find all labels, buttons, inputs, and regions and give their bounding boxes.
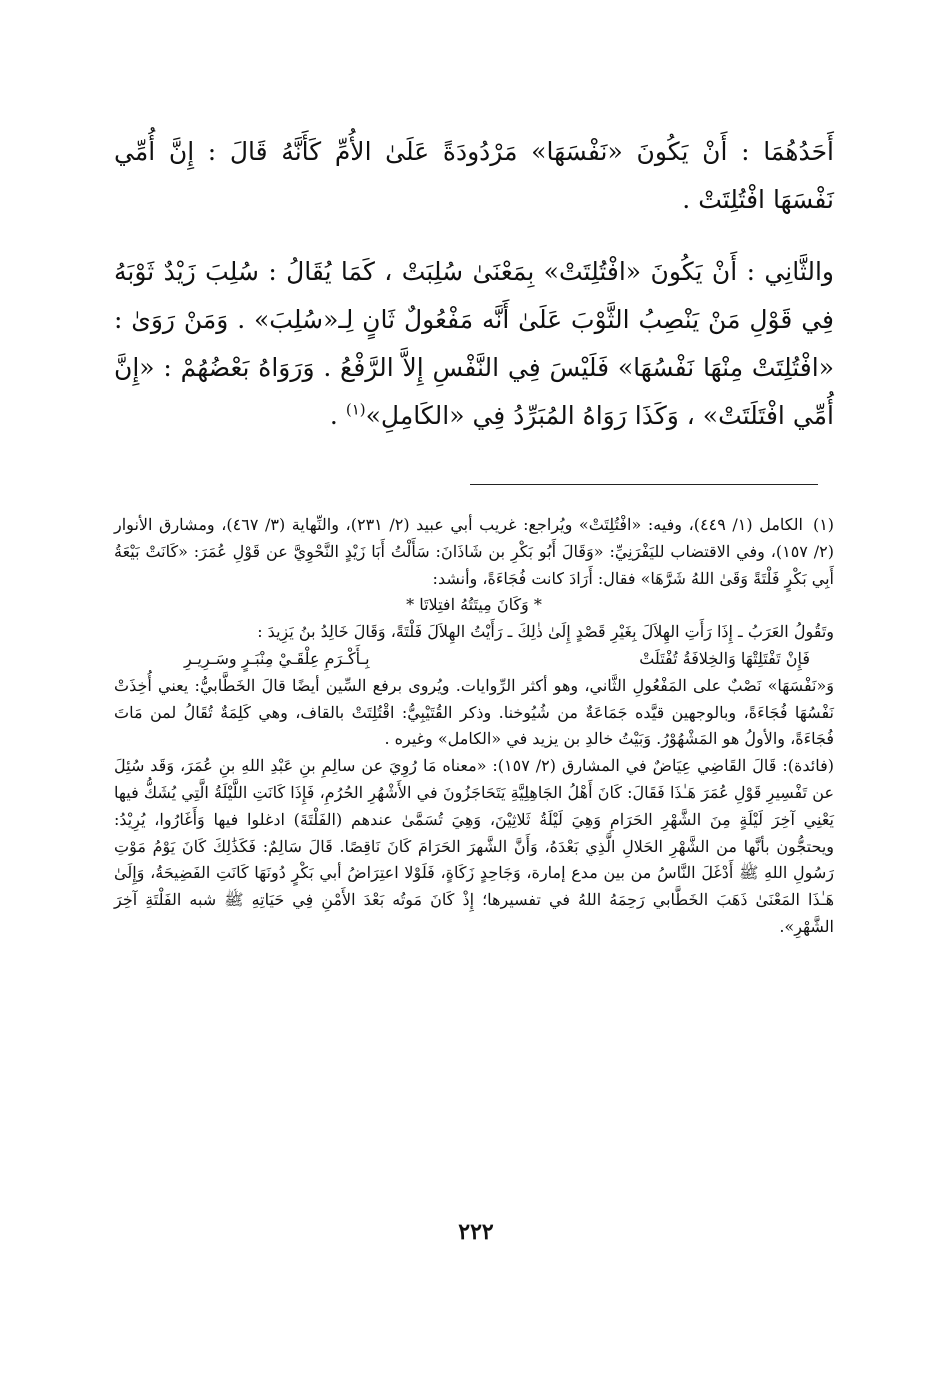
- footnote-commentary: وَ«نَفْسَهَا» نَصْبٌ على المَفْعُولِ الثَّاني، وهو أكثر الرِّوايات. ويُروى برفع السِّين أيضًا قالَ الخَطَّابيُّ: يعني أُخِذَتْ نَفْسُهَا فُجَاءَةً، وبالوجهين قيَّده جَمَاعَةٌ من شُيُوخنا. وذكر القُتَيْبِيُّ: اقْتُلِتَتْ بالقاف، وهي كَلِمَةٌ تُقَالُ لمن مَاتَ فُجَاءَةً، والأولُ هو المَشْهُوْرُ. وَبَيْتُ خالدِ بن يزيد في «الكامل» وغيره .: [114, 675, 835, 749]
- footnote-separator: [470, 484, 818, 485]
- verse-hemistich-2: بِـأَكْـرَمِ عِلْقَـيْ مِنْبَـرٍ وسَـرِيـرِ: [184, 648, 370, 668]
- poetry-verse: [114, 646, 834, 673]
- verse-hemistich-1: فَإِنْ تَفْتَلِتْهَا وَالخِلافَةُ تُفْتَلَتْ: [639, 648, 810, 668]
- footnote-reference[interactable]: (١): [345, 400, 366, 419]
- footnote-faida: (فائدة): قَالَ القَاضِي عِيَاضٌ في المشارق (٢/ ١٥٧): «معناه مَا رُوِيَ عن سالِمِ بنِ عَبْدِ اللهِ بنِ عُمَرَ، وَقَد سُئِلَ عن تَفْسِيرِ قَوْلِ عُمَرَ هَـٰذَا فَقَالَ: كَانَ أَهْلُ الجَاهِلِيَّةِ يَتَحَاجَزُونَ في الأَشْهُرِ الحُرُمِ، فَإِذَا كَانَتِ اللَّيْلَةُ الَّتِي يُشَكُّ فيها يَعْنِي آخِرَ لَيْلَةٍ مِنَ الشَّهْرِ الحَرَامِ وَهِيَ لَيْلَةُ ثَلاثِيْنَ، وَهِيَ تُسَمَّىٰ عندهم (الفَلْتَةَ) ادغلوا فيها وَأَغَارُوا، يُرِيْدُ: ويحتجُّون بأنَّها من الشَّهْرِ الحَلالِ الَّذِي بَعْدَهُ، وَأَنَّ الشَّهرَ الحَرَامَ كَانَ نَاقِصًا. قَالَ سَالِمٌ: فَكَذَٰلِكَ كَانَ يَوْمُ مَوْتِ رَسُولِ اللهِ ﷺ أَدْغَلَ النَّاسُ من بين مدع إمارة، وَجَاحِدٍ زَكَاةٍ، فَلَوْلا اعتِرَاضُ أبي بَكْرٍ دُونَهَا كَانَتِ الفَضِيحَةُ، وَإِلَىٰ هَـٰذَا المَعْنَىٰ ذَهَبَ الخَطَّابي رَحِمَهُ اللهُ في تفسيرها؛ إِذْ كَانَ مَوتُه بَعْدَ الأَمْنِ فِي حَيَاتِهِ ﷺ شبه الفَلْتَةِ آخِرَ الشَّهْرِ».: [114, 756, 835, 936]
- main-paragraph-1: أَحَدُهُمَا : أَنْ يَكُونَ «نَفْسَهَا» مَرْدُودَةً عَلَىٰ الأُمِّ كَأَنَّهُ قَالَ : إِنَّ أُمِّي نَفْسَهَا افْتُلِتَتْ .: [114, 137, 834, 214]
- footnote-number: (١): [812, 515, 835, 534]
- main-paragraph-2: والثَّانِي : أَنْ يَكُونَ «افْتُلِتَتْ» بِمَعْنَىٰ سُلِبَتْ ، كَمَا يُقَالُ : سُلِبَ زَيْدٌ ثَوْبَهُ فِي قَوْلِ مَنْ يَنْصِبُ الثَّوْبَ عَلَىٰ أَنَّه مَفْعُولٌ ثَانٍ لِـ«سُلِبَ» . وَمَنْ رَوَىٰ : «افْتُلِتَتْ مِنْهَا نَفْسُهَا» فَلَيْسَ فِي النَّفْسِ إِلاَّ الرَّفْعُ . وَرَوَاهُ بَعْضُهُمْ : «إِنَّ أُمِّي افْتَلَتَتْ» ، وَكَذَا رَوَاهُ المُبَرِّدُ فِي «الكَامِلِ»$^{(١)}$ .: [114, 257, 834, 430]
- footnote-continuation: وتَقُولُ العَرَبُ ـ إِذَا رَأَتِ الهِلاَلَ بِغَيْرِ قَصْدٍ إِلَىٰ ذٰلِكَ ـ رَأَيْتُ الهِلاَلَ فَلْتَةً، وَقَالَ خَالِدُ بنُ يَزِيدَ :: [257, 622, 834, 642]
- page-number: ٢٢٢: [458, 1219, 494, 1245]
- main-text: [114, 128, 834, 462]
- half-verse: * وَكَانَ مِيتَتُهُ افتِلاتَا *: [406, 595, 542, 615]
- footnote-1: (١)الكامل (١/ ٤٤٩)، وفيه: «افْتُلِتَتْ» ويُراجع: غريب أبي عبيد (٢/ ٢٣١)، والنِّهاية (٣/ ٤٦٧)، ومشارق الأنوار (٢/ ١٥٧)، وفي الاقتضاب لليَفْرَنِيِّ: «وَقَالَ أَبُو بَكْرِ بن شَاذَانَ: سَأَلْتُ أَبَا زَيْدٍ النَّحْوِيَّ عن قَوْلِ عُمَرَ: «كَانَتْ بَيْعَةُ أَبِي بَكْرٍ فَلْتَةً وَقَىٰ اللهُ شَرَّهَا» فقال: أَرَادَ كانت فُجَاءَةً، وأنشد:: [114, 515, 835, 588]
- footnotes: [114, 512, 834, 941]
